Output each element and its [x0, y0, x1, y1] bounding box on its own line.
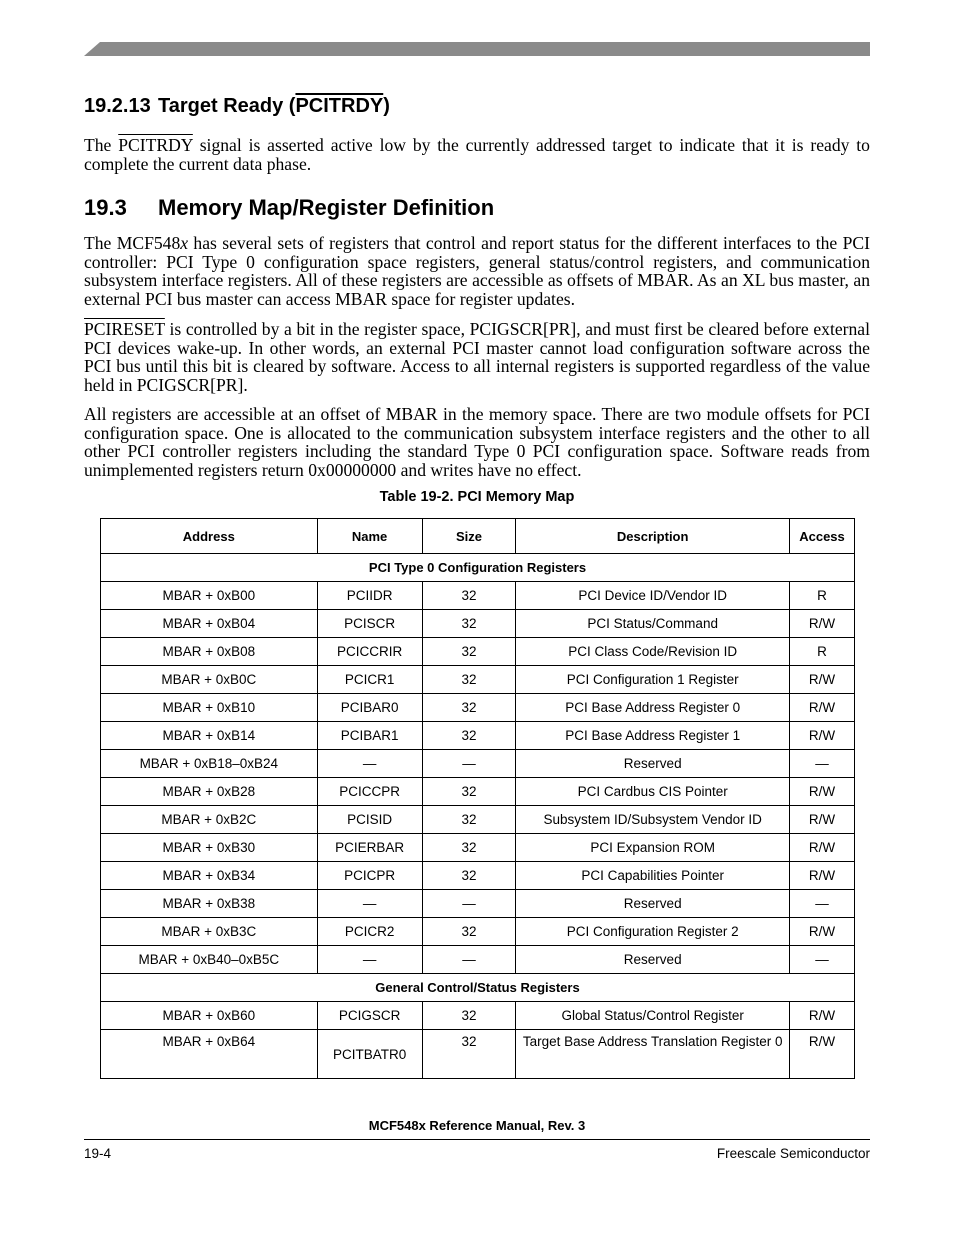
- address-cell: MBAR + 0xB08: [101, 638, 318, 666]
- description-cell: Subsystem ID/Subsystem Vendor ID: [516, 806, 790, 834]
- name-cell: PCICCRIR: [317, 638, 422, 666]
- header-bar: [84, 42, 870, 56]
- address-cell: MBAR + 0xB34: [101, 862, 318, 890]
- description-cell: Reserved: [516, 750, 790, 778]
- name-cell: PCICR2: [317, 918, 422, 946]
- table-row: [101, 638, 855, 666]
- paragraph-registers-overview: [84, 234, 870, 309]
- description-cell: PCI Class Code/Revision ID: [516, 638, 790, 666]
- access-cell: —: [789, 750, 854, 778]
- access-cell: —: [789, 890, 854, 918]
- description-cell: Target Base Address Translation Register 0: [516, 1030, 790, 1079]
- address-cell: MBAR + 0xB10: [101, 694, 318, 722]
- paragraph-pcitrdy: [84, 136, 870, 173]
- table-row: [101, 806, 855, 834]
- description-cell: PCI Cardbus CIS Pointer: [516, 778, 790, 806]
- company-name: Freescale Semiconductor: [716, 1146, 870, 1161]
- name-cell: PCISCR: [317, 610, 422, 638]
- description-cell: Reserved: [516, 946, 790, 974]
- heading-text: Target Ready (: [158, 95, 296, 117]
- access-cell: R/W: [789, 918, 854, 946]
- text: is controlled by a bit in the register space, PCIGSCR[PR], and must first be cleared before external PCI devices wake-up. In other words, an external PCI master cannot load configuration software across the PCI bus until this bit is cleared by software. Access to all internal registers is supported regardless of the value held in PCIGSCR[PR].: [84, 319, 870, 396]
- name-cell: PCIBAR0: [317, 694, 422, 722]
- table-row: [101, 582, 855, 610]
- column-header: Name: [317, 519, 422, 554]
- size-cell: —: [422, 750, 516, 778]
- name-cell: —: [317, 750, 422, 778]
- table-row: [101, 862, 855, 890]
- access-cell: R/W: [789, 1002, 854, 1030]
- description-cell: PCI Configuration 1 Register: [516, 666, 790, 694]
- table-row: [101, 918, 855, 946]
- size-cell: 32: [422, 722, 516, 750]
- description-cell: Reserved: [516, 890, 790, 918]
- table-row: [101, 946, 855, 974]
- address-cell: MBAR + 0xB30: [101, 834, 318, 862]
- access-cell: R/W: [789, 610, 854, 638]
- section-label: PCI Type 0 Configuration Registers: [101, 554, 855, 582]
- description-cell: Global Status/Control Register: [516, 1002, 790, 1030]
- description-cell: PCI Status/Command: [516, 610, 790, 638]
- table-row: [101, 778, 855, 806]
- name-cell: PCIERBAR: [317, 834, 422, 862]
- section-number: 19.2.13: [84, 95, 151, 117]
- size-cell: 32: [422, 806, 516, 834]
- signal-name: PCIRESET: [84, 319, 165, 339]
- heading-signal: PCITRDY: [295, 95, 384, 117]
- table-row: [101, 694, 855, 722]
- table-caption: Table 19-2. PCI Memory Map: [379, 489, 575, 505]
- table-row: [101, 1002, 855, 1030]
- table-row: [101, 722, 855, 750]
- description-cell: PCI Base Address Register 0: [516, 694, 790, 722]
- section-heading-memory-map: [84, 195, 494, 221]
- table-row: [101, 750, 855, 778]
- page-number: 19-4: [84, 1146, 112, 1161]
- name-cell: —: [317, 946, 422, 974]
- heading-text: Memory Map/Register Definition: [158, 195, 495, 220]
- table-row: [101, 666, 855, 694]
- section-label: General Control/Status Registers: [101, 974, 855, 1002]
- address-cell: MBAR + 0xB04: [101, 610, 318, 638]
- name-cell: PCICR1: [317, 666, 422, 694]
- section-number: 19.3: [84, 195, 127, 220]
- text: has several sets of registers that control and report status for the different interfaces to the PCI controller: PCI Type 0 configuration space registers, general status/control registers, and communication subsystem interface registers. All of these registers are accessible as offsets of MBAR. As an XL bus master, an external PCI bus master can access MBAR space for register updates.: [84, 233, 870, 310]
- table-section-row: [101, 554, 855, 582]
- description-cell: PCI Base Address Register 1: [516, 722, 790, 750]
- access-cell: —: [789, 946, 854, 974]
- section-heading-target-ready: [84, 95, 390, 118]
- address-cell: MBAR + 0xB38: [101, 890, 318, 918]
- address-cell: MBAR + 0xB60: [101, 1002, 318, 1030]
- footer-title: MCF548x Reference Manual, Rev. 3: [368, 1118, 586, 1133]
- description-cell: PCI Configuration Register 2: [516, 918, 790, 946]
- address-cell: MBAR + 0xB0C: [101, 666, 318, 694]
- paragraph-pcireset: [84, 320, 870, 395]
- table-header-row: [101, 519, 855, 554]
- column-header: Address: [101, 519, 318, 554]
- size-cell: 32: [422, 1030, 516, 1079]
- access-cell: R/W: [789, 806, 854, 834]
- name-cell: PCICPR: [317, 862, 422, 890]
- table-section-row: [101, 974, 855, 1002]
- size-cell: 32: [422, 666, 516, 694]
- name-cell: PCISID: [317, 806, 422, 834]
- size-cell: 32: [422, 694, 516, 722]
- size-cell: 32: [422, 582, 516, 610]
- size-cell: —: [422, 946, 516, 974]
- access-cell: R: [789, 582, 854, 610]
- signal-name: PCITRDY: [118, 135, 193, 155]
- access-cell: R/W: [789, 722, 854, 750]
- address-cell: MBAR + 0xB64: [101, 1030, 318, 1079]
- description-cell: PCI Expansion ROM: [516, 834, 790, 862]
- access-cell: R/W: [789, 666, 854, 694]
- size-cell: 32: [422, 918, 516, 946]
- name-cell: PCIBAR1: [317, 722, 422, 750]
- address-cell: MBAR + 0xB40–0xB5C: [101, 946, 318, 974]
- address-cell: MBAR + 0xB18–0xB24: [101, 750, 318, 778]
- name-cell: PCITBATR0: [317, 1030, 422, 1079]
- table-row: [101, 1030, 855, 1079]
- text: The MCF548: [84, 233, 181, 253]
- access-cell: R/W: [789, 834, 854, 862]
- access-cell: R: [789, 638, 854, 666]
- heading-suffix: ): [383, 95, 390, 117]
- column-header: Access: [789, 519, 854, 554]
- address-cell: MBAR + 0xB28: [101, 778, 318, 806]
- size-cell: 32: [422, 610, 516, 638]
- italic-x: x: [180, 233, 189, 253]
- pci-memory-map-table: [100, 518, 855, 1079]
- column-header: Size: [422, 519, 516, 554]
- address-cell: MBAR + 0xB14: [101, 722, 318, 750]
- name-cell: PCIIDR: [317, 582, 422, 610]
- table-row: [101, 834, 855, 862]
- size-cell: 32: [422, 862, 516, 890]
- text: The: [84, 135, 112, 155]
- description-cell: PCI Device ID/Vendor ID: [516, 582, 790, 610]
- footer-divider: [84, 1139, 870, 1140]
- size-cell: 32: [422, 638, 516, 666]
- table-row: [101, 610, 855, 638]
- access-cell: R/W: [789, 862, 854, 890]
- access-cell: R/W: [789, 1030, 854, 1079]
- size-cell: 32: [422, 834, 516, 862]
- paragraph-mbar-access: All registers are accessible at an offset of MBAR in the memory space. There are two module offsets for PCI configuration space. One is allocated to the communication subsystem interface registers and the other to all other PCI controller registers including the standard Type 0 PCI configuration space. Software reads from unimplemented registers return 0x00000000 and writes have no effect.: [84, 404, 870, 481]
- name-cell: —: [317, 890, 422, 918]
- size-cell: 32: [422, 778, 516, 806]
- description-cell: PCI Capabilities Pointer: [516, 862, 790, 890]
- column-header: Description: [516, 519, 790, 554]
- access-cell: R/W: [789, 778, 854, 806]
- size-cell: 32: [422, 1002, 516, 1030]
- address-cell: MBAR + 0xB00: [101, 582, 318, 610]
- access-cell: R/W: [789, 694, 854, 722]
- address-cell: MBAR + 0xB2C: [101, 806, 318, 834]
- name-cell: PCICCPR: [317, 778, 422, 806]
- table-row: [101, 890, 855, 918]
- text: signal is asserted active low by the currently addressed target to indicate that it is ready to complete the current data phase.: [84, 135, 870, 174]
- name-cell: PCIGSCR: [317, 1002, 422, 1030]
- size-cell: —: [422, 890, 516, 918]
- address-cell: MBAR + 0xB3C: [101, 918, 318, 946]
